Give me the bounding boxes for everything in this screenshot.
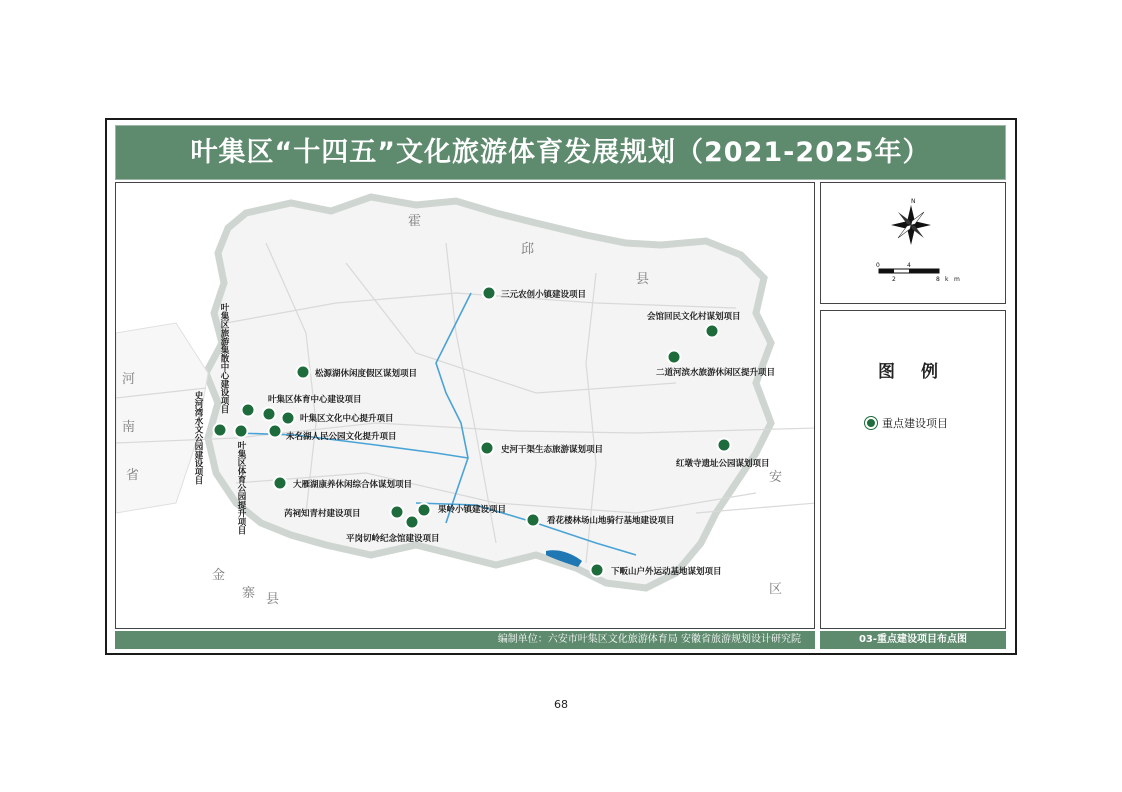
project-marker[interactable] (591, 564, 604, 577)
project-marker[interactable] (668, 351, 681, 364)
legend-panel (820, 310, 1006, 629)
place-label-qu: 区 (769, 582, 783, 597)
place-label-jin: 金 (212, 568, 226, 583)
page-number: 68 (554, 698, 568, 711)
legend-item (865, 415, 948, 431)
project-marker[interactable] (718, 439, 731, 452)
project-label-vertical: 叶集区体育公园提升项目 (236, 441, 246, 535)
scale-bar (876, 262, 960, 283)
project-label: 果岭小镇建设项目 (438, 505, 507, 515)
scale-tick: m (954, 276, 960, 283)
map-canvas (116, 183, 815, 629)
project-label: 叶集区文化中心提升项目 (300, 414, 394, 424)
project-marker[interactable] (527, 514, 540, 527)
place-label-an: 安 (769, 470, 783, 485)
footer-sheet-title: 03-重点建设项目布点图 (820, 631, 1006, 649)
project-marker[interactable] (274, 477, 287, 490)
region-boundary (206, 197, 771, 588)
place-label-nan: 南 (122, 420, 136, 435)
scale-tick: k (945, 276, 949, 283)
place-label-huo: 霍 (408, 214, 422, 229)
place-label-xian-1: 县 (636, 272, 650, 287)
place-label-xian-2: 县 (266, 592, 280, 607)
project-label: 史河干渠生态旅游谋划项目 (501, 445, 604, 455)
legend-item-label: 重点建设项目 (882, 417, 948, 430)
scale-tick: 0 (876, 262, 880, 269)
project-marker[interactable] (235, 425, 248, 438)
project-label: 三元农创小镇建设项目 (501, 290, 587, 300)
project-label: 看花楼林场山地骑行基地建设项目 (547, 516, 675, 526)
place-label-zhai: 寨 (242, 586, 256, 601)
project-marker[interactable] (282, 412, 295, 425)
compass-rose-icon (821, 183, 1007, 305)
map-sheet (105, 118, 1017, 655)
project-marker[interactable] (297, 366, 310, 379)
project-marker[interactable] (483, 287, 496, 300)
project-marker[interactable] (418, 504, 431, 517)
compass-scale-panel (820, 182, 1006, 304)
project-marker[interactable] (214, 424, 227, 437)
project-label: 大雁湖康养休闲综合体谋划项目 (293, 480, 413, 490)
project-label: 未名湖人民公园文化提升项目 (286, 432, 397, 442)
scale-tick: 2 (892, 276, 896, 283)
project-label: 红墩寺遗址公园谋划项目 (676, 459, 770, 469)
project-marker[interactable] (391, 506, 404, 519)
project-marker[interactable] (269, 425, 282, 438)
place-label-sheng: 省 (126, 468, 140, 483)
project-label: 芮祠知青村建设项目 (284, 509, 361, 519)
scale-tick: 4 (907, 262, 911, 269)
map-title: 叶集区“十四五”文化旅游体育发展规划（2021-2025年） (115, 125, 1006, 180)
north-label: N (911, 198, 916, 205)
project-marker[interactable] (242, 404, 255, 417)
project-marker-icon (865, 417, 877, 429)
project-marker[interactable] (706, 325, 719, 338)
project-marker[interactable] (481, 442, 494, 455)
project-label: 叶集区体育中心建设项目 (268, 395, 362, 405)
project-marker[interactable] (263, 408, 276, 421)
map-area (115, 182, 815, 629)
project-label: 会馆回民文化村谋划项目 (647, 312, 741, 322)
scale-tick: 8 (936, 276, 940, 283)
project-label-vertical: 史河湾水文公园建设项目 (193, 391, 203, 485)
project-label: 平岗切岭纪念馆建设项目 (346, 534, 440, 544)
project-label-vertical: 叶集区旅游集散中心建设项目 (219, 303, 229, 414)
footer-organization: 编制单位：六安市叶集区文化旅游体育局 安徽省旅游规划设计研究院 (115, 631, 815, 649)
place-label-qiu: 邱 (521, 242, 535, 257)
legend-title: 图 例 (878, 362, 948, 382)
project-label: 二道河滨水旅游休闲区提升项目 (656, 368, 776, 378)
place-label-he: 河 (122, 372, 136, 387)
project-marker[interactable] (406, 516, 419, 529)
project-label: 松源湖休闲度假区谋划项目 (315, 369, 418, 379)
project-label: 下畈山户外运动基地谋划项目 (611, 567, 722, 577)
